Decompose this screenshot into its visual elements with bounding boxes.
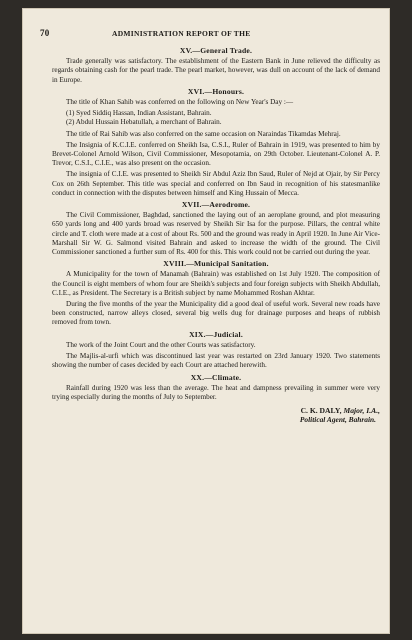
report-body bbox=[52, 44, 380, 425]
paragraph: A Municipality for the town of Manamah (Bahrain) was established on 1st July 1920. The composition of the Council is eight members of whom four are Sheikh's subjects and four foreign subjects with Sheikh Abdullah, C.I.E., as President. The Secretary is a British subject by name Mohammed Roshan Akhtar. bbox=[52, 270, 380, 297]
signatory-role: Political Agent, Bahrain. bbox=[299, 415, 376, 425]
paragraph: The work of the Joint Court and the other Courts was satisfactory. bbox=[66, 340, 256, 349]
document-page bbox=[22, 8, 390, 634]
paragraph: The title of Khan Sahib was conferred on the following on New Year's Day :— bbox=[66, 98, 294, 107]
paragraph: Trade generally was satisfactory. The establishment of the Eastern Bank in June relieved the difficulty as regards obtaining cash for the pearl trade. The pearl market, however, was dull on account of the lack of demand in Europe. bbox=[52, 57, 380, 84]
section-heading-judicial: XIX.—Judicial. bbox=[189, 329, 243, 339]
page-number: 70 bbox=[40, 28, 50, 38]
paragraph: During the five months of the year the Municipality did a good deal of useful work. Several new roads have been constructed, narrow alleys closed, several big wells dug for drainage purposes and heaps of rubbish removed from town. bbox=[52, 300, 380, 327]
section-heading-honours: XVI.—Honours. bbox=[187, 86, 245, 96]
list-item: (2) Abdul Hussain Hebatullah, a merchant of Bahrain. bbox=[66, 118, 222, 127]
paragraph: The title of Rai Sahib was also conferred on the same occasion on Naraindas Tikamdas Mehraj. bbox=[66, 129, 341, 138]
signatory-rank: Major, I.A., bbox=[343, 406, 380, 416]
section-heading-municipal-sanitation: XVIII.—Municipal Sanitation. bbox=[163, 259, 269, 269]
honours-list bbox=[66, 109, 380, 127]
paragraph: Rainfall during 1920 was less than the average. The heat and dampness prevailing in summer were very trying especially during the months of July to September. bbox=[52, 383, 380, 401]
paragraph: The Majlis-al-urfi which was discontinued last year was restarted on 23rd January 1920. Two statements showing the number of cases decided by each Court are attached herewith. bbox=[52, 352, 380, 370]
paragraph: The Insignia of K.C.I.E. conferred on Sheikh Isa, C.S.I., Ruler of Bahrain in 1919, was presented to him by Brevet-Colonel Arnold Wilson, Civil Commissioner, Mesopotamia, on 29th October. Lieutenant-Colonel A. P. Trevor, C.S.I., C.I.E., was also present on the occasion. bbox=[52, 140, 380, 168]
list-item: (1) Syed Siddiq Hassan, Indian Assistant, Bahrain. bbox=[66, 109, 212, 118]
paragraph: The Civil Commissioner, Baghdad, sanctioned the laying out of an aeroplane ground, and plot measuring 650 yards long and 400 yards broad was reserved by Sheikh Sir Isa for the purpose. Pillars, the central white circle and T. cloth were made at a cost of about Rs. 500 and the ground was ready in April 1920. In June Air Vice-Marshall Sir W. G. Salmond visited Bahrain and asked to increase the width of the ground. The Civil Commissioner sanctioned a further sum of Rs. 400 for this. This work could not be carried out during the year. bbox=[52, 211, 380, 257]
running-title: ADMINISTRATION REPORT OF THE bbox=[112, 29, 251, 38]
section-heading-general-trade: XV.—General Trade. bbox=[179, 46, 253, 55]
section-heading-aerodrome: XVII.—Aerodrome. bbox=[181, 200, 251, 210]
section-heading-climate: XX.—Climate. bbox=[190, 372, 242, 382]
signatory-name: C. K. DALY, bbox=[300, 406, 342, 416]
paragraph: The insignia of C.I.E. was presented to Sheikh Sir Abdul Aziz Ibn Saud, Ruler of Nejd at Ojair, by Sir Percy Cox on 26th September. This title was special and conferred on Ibn Saud in recognition of his statesmanlike conduct in connection with the disputes between himself and King Hussain of Mecca. bbox=[52, 170, 380, 197]
signature-line bbox=[52, 406, 380, 415]
